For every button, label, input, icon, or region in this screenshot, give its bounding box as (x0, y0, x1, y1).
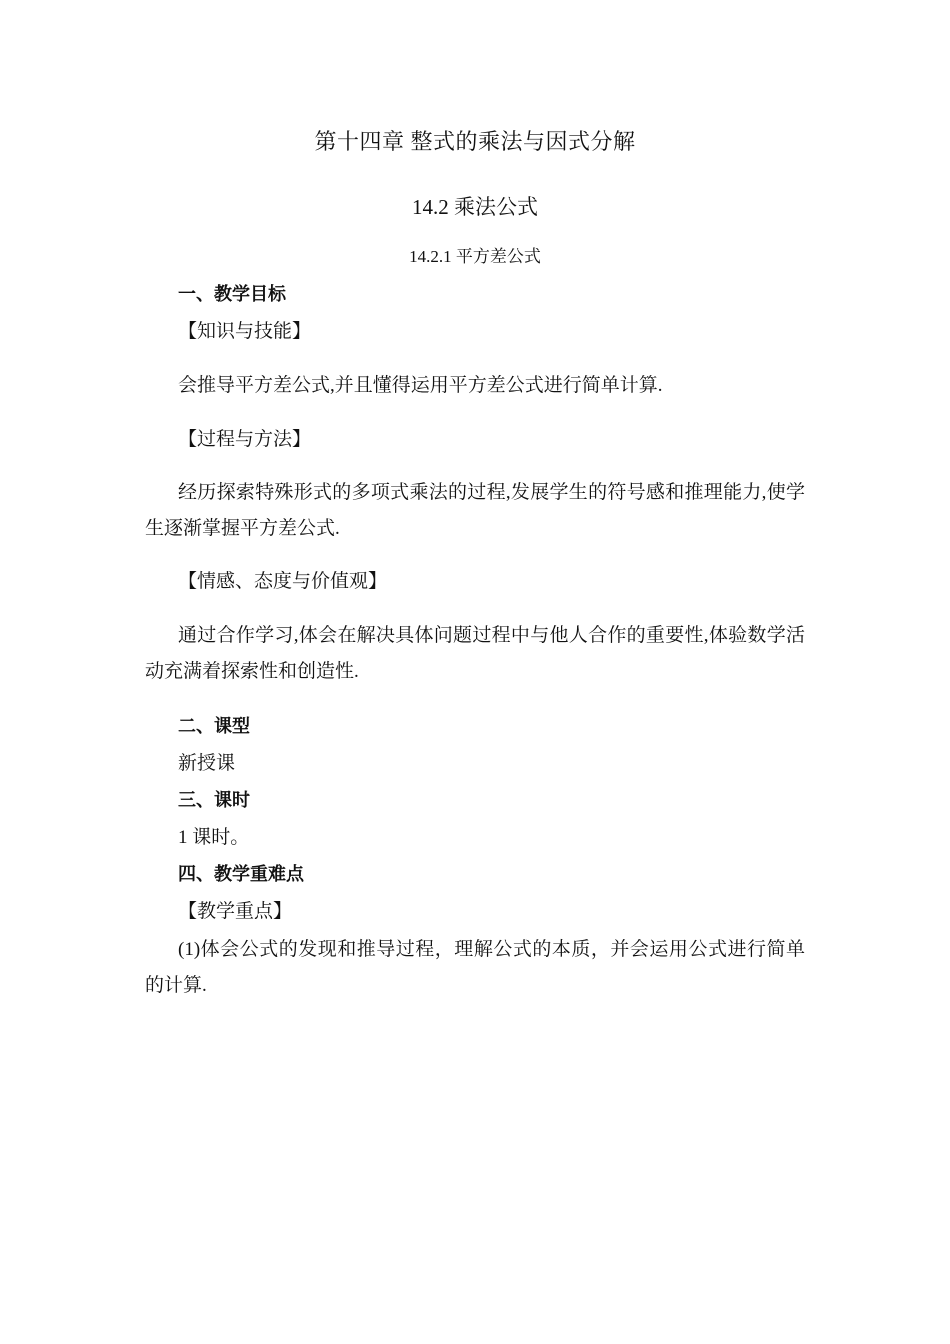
subsection-title: 14.2.1 平方差公式 (409, 247, 541, 266)
heading-teaching-objectives: 一、教学目标 (178, 284, 286, 305)
label-teaching-key-points: 【教学重点】 (178, 901, 293, 922)
heading-key-difficult-points: 四、教学重难点 (178, 864, 304, 885)
label-knowledge-skills: 【知识与技能】 (178, 321, 312, 342)
text-knowledge-skills: 会推导平方差公式,并且懂得运用平方差公式进行简单计算. (178, 375, 663, 396)
label-emotion-attitude-values: 【情感、态度与价值观】 (178, 571, 388, 592)
text-emotion-attitude-values: 通过合作学习,体会在解决具体问题过程中与他人合作的重要性,体验数学活动充满着探索性和创造性. (145, 625, 805, 682)
label-process-methods: 【过程与方法】 (178, 429, 312, 450)
section-title: 14.2 乘法公式 (412, 195, 538, 219)
heading-class-hours: 三、课时 (178, 790, 250, 811)
heading-lesson-type: 二、课型 (178, 716, 250, 737)
text-class-hours: 1 课时。 (178, 827, 250, 848)
text-lesson-type: 新授课 (178, 753, 236, 774)
text-teaching-key-points: (1)体会公式的发现和推导过程，理解公式的本质，并会运用公式进行简单的计算. (145, 939, 805, 996)
chapter-title: 第十四章 整式的乘法与因式分解 (314, 129, 636, 154)
text-process-methods: 经历探索特殊形式的多项式乘法的过程,发展学生的符号感和推理能力,使学生逐渐掌握平方差公式. (145, 482, 805, 539)
